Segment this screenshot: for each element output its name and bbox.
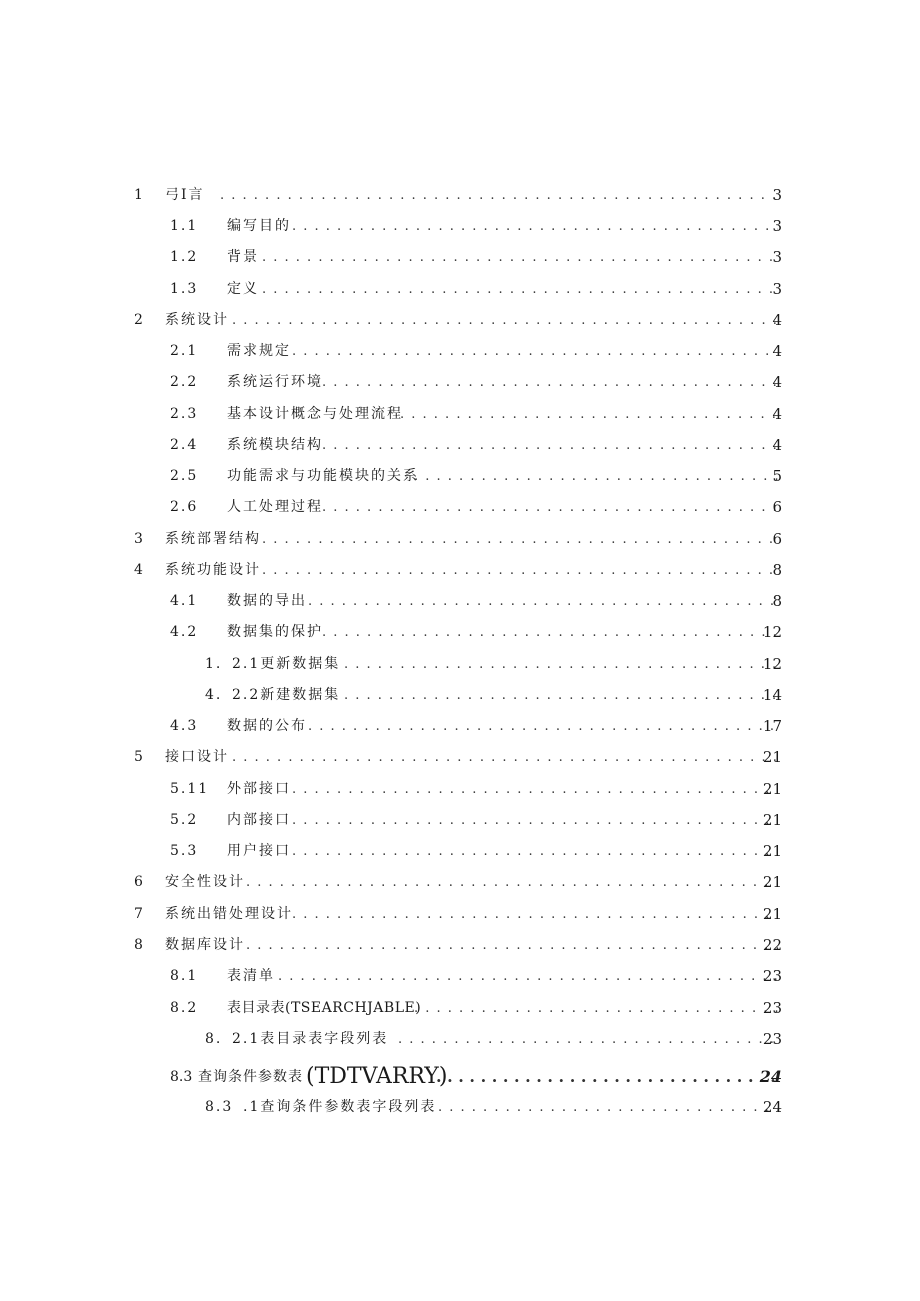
toc-entry-8-2-1[interactable] — [0, 1027, 920, 1051]
dot-leader — [246, 933, 778, 958]
toc-entry-page: 23 — [762, 967, 782, 985]
dot-leader — [278, 964, 778, 989]
toc-entry-title: 数据的导出 — [227, 593, 307, 609]
dot-leader — [322, 370, 778, 395]
toc-entry-number: 2.5 — [170, 468, 199, 484]
toc-entry-title: 系统部署结构 — [165, 531, 261, 547]
toc-entry-page: 23 — [762, 1030, 782, 1048]
dot-leader — [220, 183, 778, 208]
toc-entry-title: 弓I言 — [165, 187, 205, 203]
dot-leader — [292, 339, 778, 364]
dot-leader — [398, 1027, 778, 1052]
dot-leader — [322, 620, 778, 645]
toc-entry-page: 23 — [762, 999, 782, 1017]
toc-entry-5-2[interactable] — [0, 808, 920, 832]
toc-entry-5-3[interactable] — [0, 839, 920, 863]
toc-entry-number: 2.6 — [170, 499, 199, 515]
dot-leader — [322, 495, 778, 520]
toc-entry-number: 8.3 — [205, 1099, 234, 1115]
dot-leader — [414, 996, 778, 1021]
toc-entry-number: 7 — [134, 906, 145, 922]
toc-entry-8-2[interactable] — [0, 996, 920, 1020]
toc-entry-title: 数据集的保护 — [227, 624, 323, 640]
toc-entry-number: 1.2 — [170, 249, 199, 265]
toc-entry-title: 背景 — [227, 249, 259, 265]
toc-entry-title: 数据库设计 — [165, 937, 245, 953]
toc-entry-1-2[interactable] — [0, 245, 920, 269]
toc-entry-page: 12 — [762, 623, 782, 641]
toc-entry-title: 表清单 — [227, 968, 275, 984]
toc-entry-page: 24 — [759, 1067, 782, 1086]
toc-entry-4-3[interactable] — [0, 714, 920, 738]
toc-entry-title: .1查询条件参数表字段列表 — [243, 1099, 437, 1115]
toc-entry-number: 2.4 — [170, 437, 199, 453]
toc-entry-title: 定义 — [227, 281, 259, 297]
toc-entry-4-2[interactable] — [0, 620, 920, 644]
toc-entry-6[interactable] — [0, 870, 920, 894]
toc-entry-title: 系统出错处理设计 — [165, 906, 293, 922]
toc-entry-2-1[interactable] — [0, 339, 920, 363]
toc-entry-page: 4 — [772, 342, 782, 360]
toc-entry-page: 6 — [772, 530, 782, 548]
toc-entry-number: 8.2 — [170, 1000, 199, 1016]
toc-entry-title: 内部接口 — [227, 812, 291, 828]
toc-entry-2-5[interactable] — [0, 464, 920, 488]
toc-entry-number: 8 — [134, 937, 145, 953]
toc-entry-number: 5.3 — [170, 843, 199, 859]
toc-entry-number: 1.1 — [170, 218, 199, 234]
toc-entry-page: 17 — [762, 717, 782, 735]
dot-leader — [414, 464, 778, 489]
toc-entry-7[interactable] — [0, 902, 920, 926]
toc-entry-page: 3 — [772, 186, 782, 204]
toc-entry-title: 数据的公布 — [227, 718, 307, 734]
toc-entry-title: 系统模块结构 — [227, 437, 323, 453]
toc-entry-page: 8 — [772, 592, 782, 610]
toc-entry-title: 需求规定 — [227, 343, 291, 359]
toc-entry-number: 2.1 — [170, 343, 199, 359]
toc-entry-number: 4. — [205, 687, 223, 703]
dot-leader — [232, 745, 778, 770]
toc-entry-4-1[interactable] — [0, 589, 920, 613]
dot-leader — [400, 402, 778, 427]
toc-entry-page: 24 — [762, 1098, 782, 1116]
toc-entry-1[interactable] — [0, 183, 920, 207]
toc-entry-number: 4.3 — [170, 718, 199, 734]
toc-entry-number: 8.1 — [170, 968, 199, 984]
dot-leader — [308, 714, 778, 739]
dot-leader — [292, 214, 778, 239]
toc-entry-title: 人工处理过程 — [227, 499, 323, 515]
toc-entry-number: 1.3 — [170, 281, 199, 297]
dot-leader — [262, 527, 778, 552]
toc-entry-title: 用户接口 — [227, 843, 291, 859]
toc-entry-8-3[interactable] — [0, 1063, 920, 1091]
toc-entry-page: 5 — [772, 467, 782, 485]
toc-entry-title: 功能需求与功能模块的关系 — [227, 468, 419, 484]
toc-entry-title: 系统功能设计 — [165, 562, 261, 578]
dot-leader — [262, 558, 778, 583]
toc-entry-page: 4 — [772, 311, 782, 329]
toc-entry-page: 21 — [762, 811, 782, 829]
toc-entry-2-2[interactable] — [0, 370, 920, 394]
toc-entry-page: 12 — [762, 655, 782, 673]
toc-entry-page: 4 — [772, 373, 782, 391]
toc-entry-number: 1. — [205, 656, 223, 672]
toc-entry-4[interactable] — [0, 558, 920, 582]
toc-entry-2-3[interactable] — [0, 402, 920, 426]
dot-leader — [232, 308, 778, 333]
dot-leader — [262, 245, 778, 270]
toc-entry-title: 系统设计 — [165, 312, 229, 328]
toc-entry-3[interactable] — [0, 527, 920, 551]
toc-entry-page: 22 — [762, 936, 782, 954]
toc-entry-page: 4 — [772, 405, 782, 423]
toc-entry-title: 查询条件参数表 — [198, 1069, 303, 1085]
toc-entry-2[interactable] — [0, 308, 920, 332]
toc-entry-title: 系统运行环境 — [227, 374, 323, 390]
toc-entry-title: 安全性设计 — [165, 874, 245, 890]
toc-entry-number: 5.11 — [170, 781, 210, 797]
dot-leader — [292, 902, 778, 927]
toc-entry-page: 4 — [772, 436, 782, 454]
toc-entry-page: 8 — [772, 561, 782, 579]
toc-entry-page: 3 — [772, 217, 782, 235]
toc-entry-1-1[interactable] — [0, 214, 920, 238]
toc-entry-number: 8. — [205, 1031, 223, 1047]
toc-entry-2-6[interactable] — [0, 495, 920, 519]
toc-entry-number: 3 — [134, 531, 145, 547]
dot-leader — [322, 433, 778, 458]
toc-entry-5[interactable] — [0, 745, 920, 769]
toc-entry-title: 表目录表(TSEARCHJABLE) — [227, 1000, 422, 1016]
toc-entry-page: 3 — [772, 248, 782, 266]
toc-entry-1-3[interactable] — [0, 277, 920, 301]
toc-entry-number: 2 — [134, 312, 145, 328]
dot-leader — [292, 839, 778, 864]
toc-entry-number: 1 — [134, 187, 145, 203]
toc-entry-title: 基本设计概念与处理流程 — [227, 406, 403, 422]
toc-entry-title: 编写目的 — [227, 218, 291, 234]
toc-entry-5-1[interactable] — [0, 777, 920, 801]
dot-leader — [308, 589, 778, 614]
toc-entry-8-1[interactable] — [0, 964, 920, 988]
toc-entry-title: 2.1表目录表字段列表 — [232, 1031, 389, 1047]
dot-leader — [438, 1095, 778, 1120]
toc-entry-4-2-1[interactable] — [0, 652, 920, 676]
toc-entry-4-2-2[interactable] — [0, 683, 920, 707]
toc-entry-page: 21 — [762, 842, 782, 860]
toc-entry-number: 2.3 — [170, 406, 199, 422]
toc-entry-page: 3 — [772, 280, 782, 298]
toc-entry-8-3-1[interactable] — [0, 1095, 920, 1119]
toc-entry-title: 外部接口 — [227, 781, 291, 797]
dot-leader — [292, 808, 778, 833]
toc-entry-number: 5 — [134, 749, 145, 765]
dot-leader — [246, 870, 778, 895]
dot-leader — [344, 683, 778, 708]
dot-leader — [292, 777, 778, 802]
toc-entry-number: 6 — [134, 874, 145, 890]
toc-entry-page: 6 — [772, 498, 782, 516]
dot-leader — [262, 277, 778, 302]
toc-entry-number: 4.1 — [170, 593, 199, 609]
toc-entry-8[interactable] — [0, 933, 920, 957]
toc-entry-page: 21 — [762, 748, 782, 766]
toc-entry-page: 21 — [762, 780, 782, 798]
toc-entry-number: 5.2 — [170, 812, 199, 828]
toc-entry-page: 14 — [762, 686, 782, 704]
toc-entry-title-code: (TDTVARRY) — [306, 1064, 448, 1089]
toc-entry-page: 21 — [762, 873, 782, 891]
toc-entry-title: 接口设计 — [165, 749, 229, 765]
toc-entry-title: 2.2新建数据集 — [232, 687, 341, 703]
toc-entry-page: 21 — [762, 905, 782, 923]
toc-entry-2-4[interactable] — [0, 433, 920, 457]
toc-entry-title: 2.1更新数据集 — [232, 656, 341, 672]
dot-leader — [436, 1063, 778, 1092]
toc-entry-number: 4 — [134, 562, 145, 578]
toc-entry-number: 8.3 — [170, 1069, 193, 1085]
toc-entry-number: 2.2 — [170, 374, 199, 390]
dot-leader — [344, 652, 778, 677]
toc-entry-number: 4.2 — [170, 624, 199, 640]
